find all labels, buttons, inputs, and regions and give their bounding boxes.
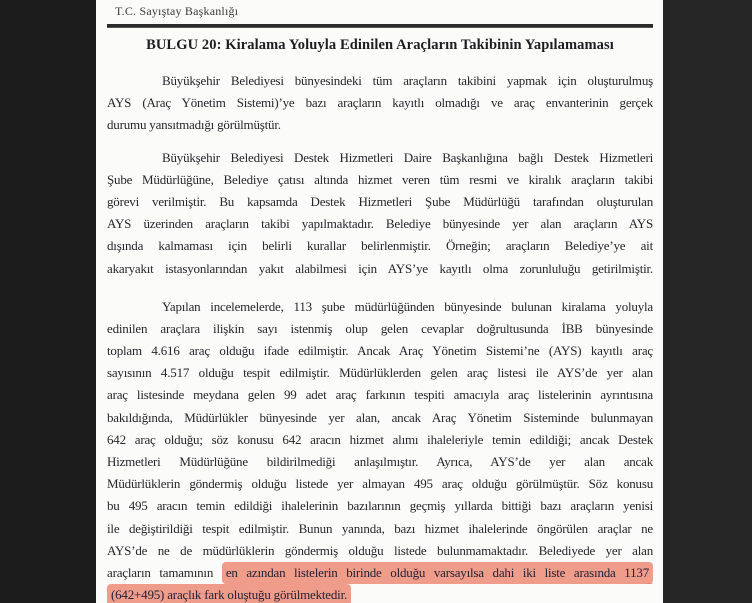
text-line	[107, 473, 653, 495]
text-run: akaryakıt istasyonlarından yakıt alabilmesi için AYS’ye kayıtlı olma zorunluluğu getirilmiştir.	[107, 260, 653, 276]
text-line	[107, 540, 653, 562]
letterhead: T.C. Sayıştay Başkanlığı	[115, 4, 239, 18]
text-line	[107, 429, 653, 451]
text-run: araçların tamamının	[107, 564, 222, 580]
text-line	[107, 384, 653, 406]
text-run: AYS üzerinden araçların takibi yapılmaktadır. Belediye bünyesinde yer alan araçların AYS	[107, 216, 653, 232]
paragraphs-container	[107, 70, 653, 603]
text-line	[107, 451, 653, 473]
pink-highlight-mark: (642+495) araçlık fark oluştuğu görülmektedir.	[107, 584, 351, 603]
text-run: sayısının 4.517 olduğu tespit edilmiştir. Müdürlüklerden gelen araç listesi ile AYS’de yer alan	[107, 365, 653, 381]
scan-dark-border-left	[0, 0, 96, 603]
text-line	[107, 296, 653, 318]
text-line	[107, 362, 653, 384]
text-line	[107, 562, 653, 584]
text-run: AYS (Araç Yönetim Sistemi)’ye bazı araçların kayıtlı olmadığı ve araç envanterinin gerçek	[107, 95, 653, 111]
text-run: edinilen araçlara ilişkin sayı istenmiş olup gelen cevaplar doğrultusunda İBB bünyesinde	[107, 320, 653, 336]
text-line	[107, 584, 653, 603]
text-line	[107, 235, 653, 257]
text-run: araç listesinde meydana gelen 99 adet araç farkının tespiti amacıyla araç listelerinin ayrıntısına	[107, 387, 653, 403]
header-divider-rule	[107, 24, 653, 28]
text-run: toplam 4.616 araç olduğu ifade edilmiştir. Ancak Araç Yönetim Sistemi’ne (AYS) kayıtlı araç	[107, 343, 653, 359]
document-page	[96, 0, 663, 603]
text-run: ile değiştirildiği tespit edilmiştir. Bunun yanında, bazı hizmet ihalelerinde öngörülen araçlar ne	[107, 520, 653, 536]
text-run: Şube Müdürlüğüne, Belediye çatısı altında hizmet veren tüm resmi ve kiralık araçların takibi	[107, 171, 653, 187]
finding-title: BULGU 20: Kiralama Yoluyla Edinilen Araçların Takibinin Yapılamaması	[146, 37, 614, 53]
text-run: Yapılan incelemelerde, 113 şube müdürlüğünden bünyesinde bulunan kiralama yoluyla	[162, 298, 653, 314]
paragraph	[107, 296, 653, 603]
text-run: 642 araç olduğu; söz konusu 642 aracın hizmet alımı ihaleleriyle temin edildiği; ancak Destek	[107, 431, 653, 447]
text-line	[107, 318, 653, 340]
text-run: durumu yansıtmadığı görülmüştür.	[107, 117, 281, 133]
text-run: Hizmetleri Müdürlüğüne bildirilmediği anlaşılmıştır. Ayrıca, AYS’de yer alan ancak	[107, 454, 653, 469]
text-run: görevi verilmiştir. Bu kapsamda Destek Hizmetleri Şube Müdürlüğü tarafından oluşturulan	[107, 193, 653, 209]
text-line	[107, 114, 653, 136]
text-run: Müdürlüklerin göndermiş olduğu listede yer almayan 495 araç olduğu görülmüştür. Söz konusu	[107, 476, 653, 492]
text-line	[107, 147, 653, 169]
text-run: bu 495 aracın temin edildiği ihalelerinin bazılarının geçmiş yıllarda bittiği bazı araçların yenisi	[107, 498, 653, 514]
text-line	[107, 495, 653, 517]
text-line	[107, 191, 653, 213]
text-run: Büyükşehir Belediyesi Destek Hizmetleri Daire Başkanlığına bağlı Destek Hizmetleri	[162, 149, 653, 165]
text-line	[107, 169, 653, 191]
text-line	[107, 92, 653, 114]
text-line	[107, 518, 653, 540]
text-run: dışında kalmaması için belirli kurallar belirlenmiştir. Örneğin; araçların Belediye’ye ait	[107, 238, 653, 254]
text-line	[107, 70, 653, 92]
text-run: AYS’de ne de müdürlüklerin göndermiş olduğu listede bulunmamaktadır. Belediyede yer alan	[107, 542, 653, 558]
paragraph	[107, 70, 653, 137]
text-line	[107, 213, 653, 235]
pink-highlight-mark: en azından listelerin birinde olduğu varsayılsa dahi iki liste arasında 1137	[222, 562, 653, 584]
text-run: Büyükşehir Belediyesi bünyesindeki tüm araçların takibini yapmak için oluşturulmuş	[162, 73, 653, 88]
paragraph	[107, 147, 653, 280]
text-line	[107, 340, 653, 362]
text-run: bakıldığında, Müdürlükler bünyesinde yer alan, ancak Araç Yönetim Sisteminde bulunmayan	[107, 409, 653, 425]
text-line	[107, 407, 653, 429]
text-line	[107, 258, 653, 280]
